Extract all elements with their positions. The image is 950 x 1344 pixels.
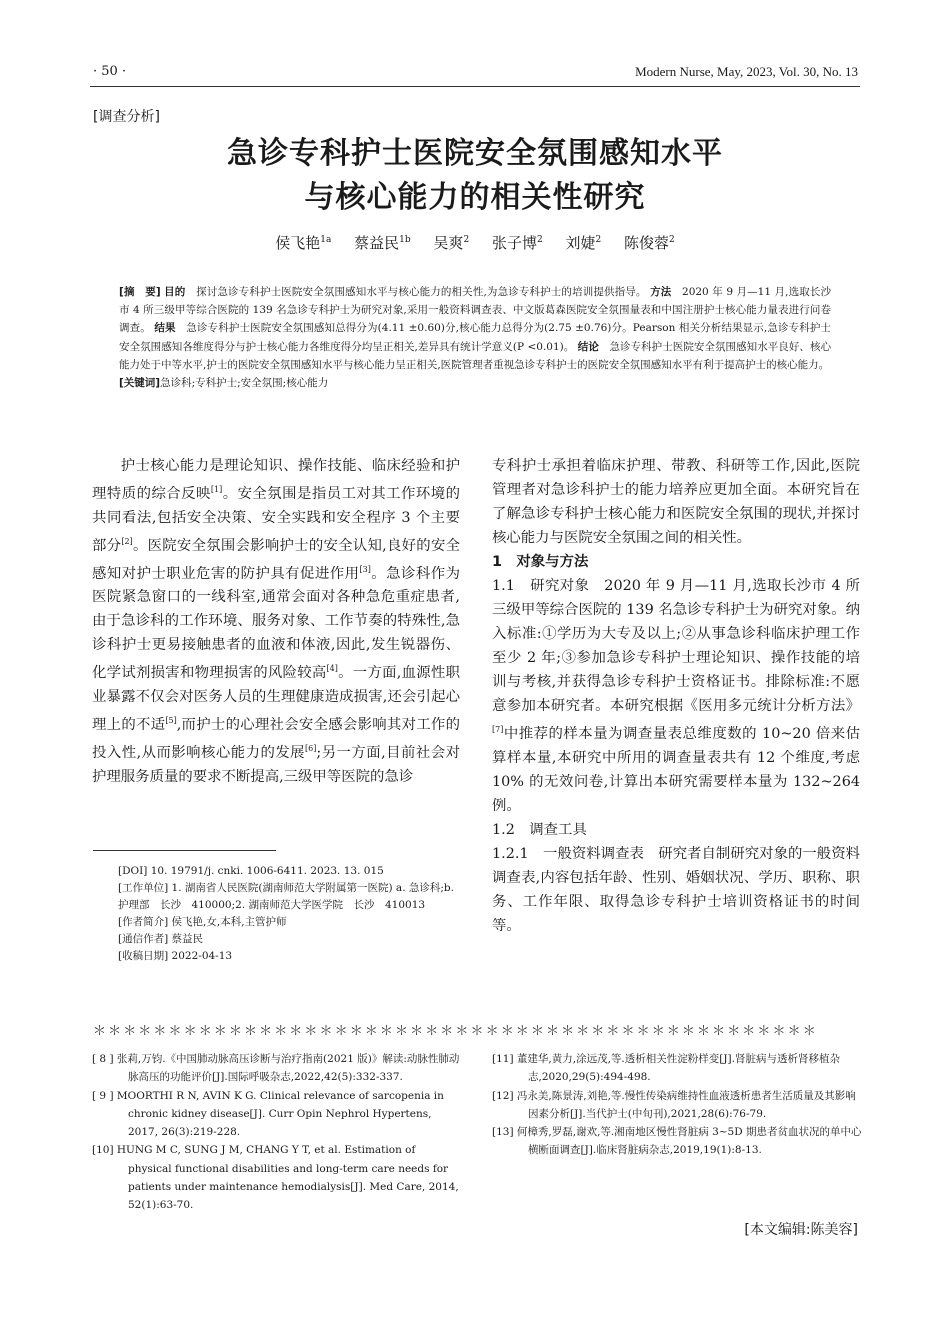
page-number: · 50 ·: [93, 64, 127, 79]
references-left: [92, 1050, 462, 1215]
left-column-body: 护士核心能力是理论知识、操作技能、临床经验和护理特质的综合反映[1]。安全氛围是指员工对其工作环境的共同看法,包括安全决策、安全实践和安全程序 3 个主要部分[2]。医院安全氛围会影响护士的安全认知,良好的安全感知对护士职业危害的防护具有促进作用[3]。急诊科作为医院紧急窗口的一线科室,通常会面对各种急危重症患者,由于急诊科的工作环境、服务对象、工作节奏的特殊性,急诊科护士更易接触患者的血液和体液,因此,发生锐器伤、化学试剂损害和物理损害的风险较高[4]。一方面,血源性职业暴露不仅会对医务人员的生理健康造成损害,还会引起心理上的不适[5],而护士的心理社会安全感会影响其对工作的投入性,从而影响核心能力的发展[6];另一方面,目前社会对护理服务质量的要求不断提高,三级甲等医院的急诊: [92, 458, 460, 785]
author: 刘婕$^2$: [565, 234, 602, 252]
reference-item: [13] 何樟秀,罗磊,谢欢,等.湘南地区慢性肾脏病 3~5D 期患者贫血状况的单中心横断面调查[J].临床肾脏病杂志,2019,19(1):8-13.: [492, 1126, 862, 1157]
editor-note: [本文编辑:陈美容]: [744, 1222, 858, 1238]
title-line-2: 与核心能力的相关性研究: [304, 180, 646, 215]
section-heading: 1 对象与方法: [492, 554, 589, 570]
keywords-label: [关键词]: [119, 377, 161, 390]
reference-item: [10] HUNG M C, SUNG J M, CHANG Y T, et al. Estimation of physical functional disabilities and long-term care needs for patients under maintenance hemodialysis[J]. Med Care, 2014, 52(1):63-70.: [92, 1144, 459, 1212]
reference-item: [ 8 ] 张莉,万钧.《中国肺动脉高压诊断与治疗指南(2021 版)》解读:动脉性肺动脉高压的功能评价[J].国际呼吸杂志,2022,42(5):332-337.: [92, 1053, 460, 1084]
keywords: 急诊科;专科护士;安全氛围;核心能力: [160, 377, 329, 390]
separator: ＊＊＊＊＊＊＊＊＊＊＊＊＊＊＊＊＊＊＊＊＊＊＊＊＊＊＊＊＊＊＊＊＊＊＊＊＊＊＊＊＊＊＊＊＊＊＊＊: [93, 1024, 818, 1039]
author-list: [90, 232, 860, 253]
reference-item: [11] 董建华,黄力,涂远茂,等.透析相关性淀粉样变[J].肾脏病与透析肾移植杂志,2020,29(5):494-498.: [492, 1053, 840, 1084]
author: 张子博$^2$: [491, 234, 543, 252]
references-right: [492, 1050, 862, 1160]
journal-info: Modern Nurse, May, 2023, Vol. 30, No. 13: [635, 64, 858, 79]
header-rule: [90, 86, 860, 87]
footnotes: [DOI] 10. 19791/j. cnki. 1006-6411. 2023. 13. 015 [工作单位] 1. 湖南省人民医院(湖南师范大学附属第一医院) a. 急诊科;b. 护理部 长沙 410000;2. 湖南师范大学医学院 长沙 410013 [作者简介] 侯飞艳,女,本科,主管护师 [通信作者] 蔡益民 [收稿日期] 2022-04-13: [118, 865, 454, 962]
abstract: [摘 要] 目的 探讨急诊专科护士医院安全氛围感知水平与核心能力的相关性,为急诊专科护士的培训提供指导。 方法 2020 年 9 月—11 月,选取长沙市 4 所三级甲等综合医院的 139 名急诊专科护士为研究对象,采用一般资料调查表、中文版葛森医院安全氛围量表和中国注册护士核心能力量表进行问卷调查。 结果 急诊专科护士医院安全氛围感知总得分为(4.11 ±0.60)分,核心能力总得分为(2.75 ±0.76)分。Pearson 相关分析结果显示,急诊专科护士安全氛围感知各维度得分与护士核心能力各维度得分均呈正相关,差异具有统计学意义(P <0.01)。 结论 急诊专科护士医院安全氛围感知水平良好、核心能力处于中等水平,护士的医院安全氛围感知水平与核心能力呈正相关,医院管理者重视急诊专科护士的医院安全氛围感知水平有利于提高护士的核心能力。 [关键词]急诊科;专科护士;安全氛围;核心能力: [119, 286, 832, 390]
title-line-1: 急诊专科护士医院安全氛围感知水平: [227, 136, 723, 171]
footnote-rule: [93, 850, 276, 851]
reference-item: [12] 冯永美,陈景涛,刘艳,等.慢性传染病维持性血液透析患者生活质量及其影响因素分析[J].当代护士(中旬刊),2021,28(6):76-79.: [492, 1089, 856, 1120]
subsection-heading: 1.2 调查工具: [492, 821, 587, 838]
author: 陈俊蓉$^2$: [624, 234, 675, 252]
author: 侯飞艳$^{1a}$: [275, 234, 332, 252]
section-label: [调查分析]: [93, 109, 160, 125]
author: 吴爽$^2$: [433, 234, 470, 252]
author: 蔡益民$^{1b}$: [354, 234, 411, 252]
reference-item: [ 9 ] MOORTHI R N, AVIN K G. Clinical relevance of sarcopenia in chronic kidney disease[J]. Curr Opin Nephrol Hypertens, 2017, 26(3):219-228.: [92, 1089, 444, 1139]
right-column-body: 专科护士承担着临床护理、带教、科研等工作,因此,医院管理者对急诊科护士的能力培养应更加全面。本研究旨在了解急诊专科护士核心能力和医院安全氛围的现状,并探讨核心能力与医院安全氛围之间的相关性。 1 对象与方法 1.1 研究对象 2020 年 9 月—11 月,选取长沙市 4 所三级甲等综合医院的 139 名急诊专科护士为研究对象。纳入标准:①学历为大专及以上;②从事急诊科临床护理工作至少 2 年;③参加急诊专科护士理论知识、操作技能的培训与考核,并获得急诊专科护士资格证书。排除标准:不愿意参加本研究者。本研究根据《医用多元统计分析方法》[7]中推荐的样本量为调查量表总维度数的 10~20 倍来估算样本量,本研究中所用的调查量表共有 12 个维度,考虑 10% 的无效问卷,计算出本研究需要样本量为 132~264 例。 1.2 调查工具 1.2.1 一般资料调查表 研究者自制研究对象的一般资料调查表,内容包括年龄、性别、婚姻状况、学历、职称、职务、工作年限、取得急诊专科护士培训资格证书的时间等。: [492, 458, 860, 934]
